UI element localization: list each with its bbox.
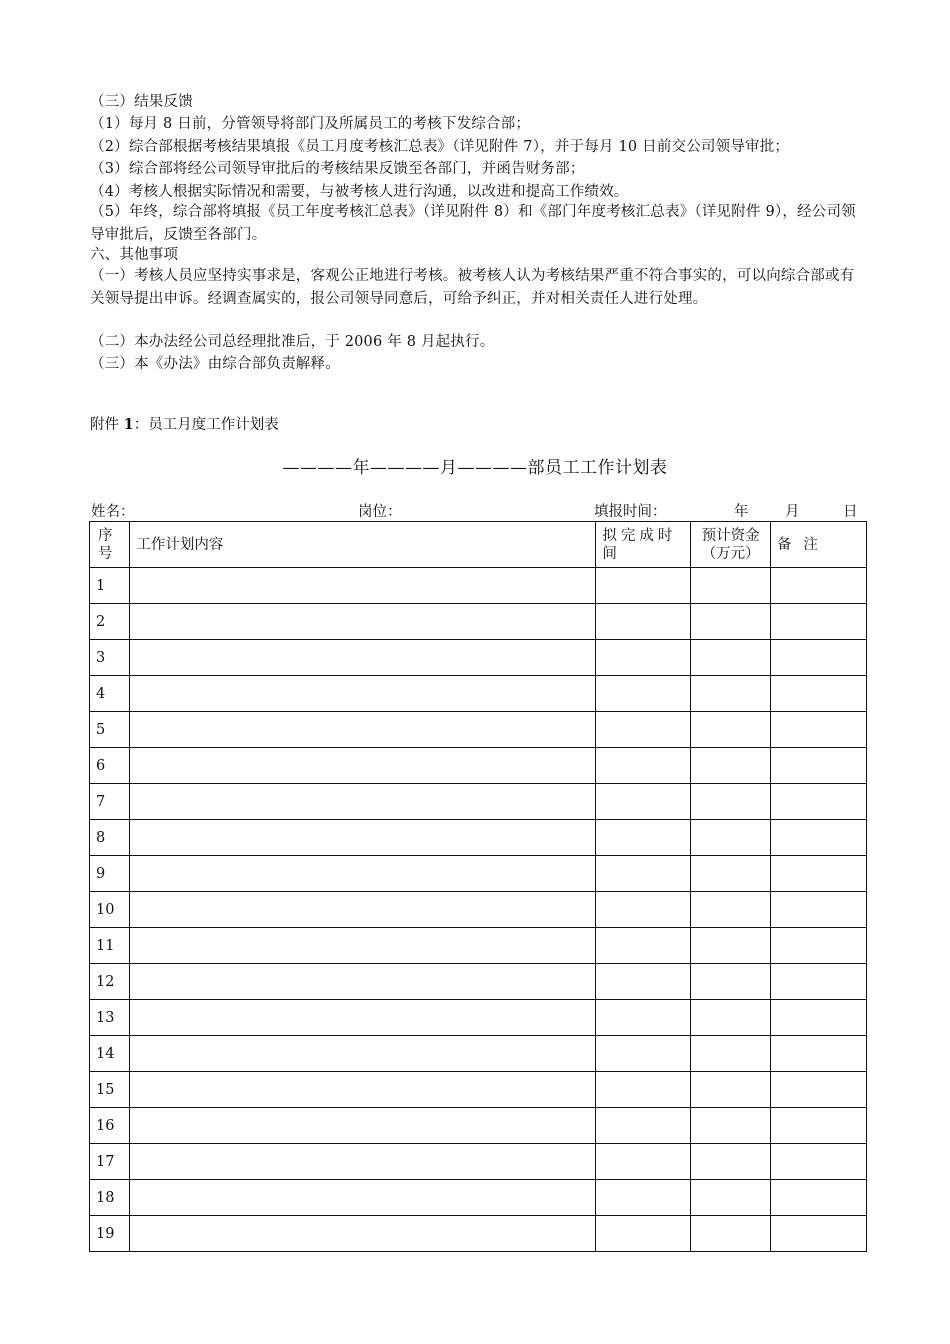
table-row: [90, 1072, 867, 1108]
row-number: 19: [90, 1216, 130, 1252]
funds-cell[interactable]: [691, 1036, 771, 1072]
header-time-line1: 拟完成时: [602, 527, 677, 544]
table-row: [90, 748, 867, 784]
row-number: 16: [90, 1108, 130, 1144]
plan-content-cell[interactable]: [130, 1072, 596, 1108]
completion-time-cell[interactable]: [596, 784, 691, 820]
header-content: 工作计划内容: [130, 522, 596, 568]
paragraph-item-2: （2）综合部根据考核结果填报《员工月度考核汇总表》（详见附件 7），并于每月 10 日前交公司领导审批；: [90, 139, 790, 155]
funds-cell[interactable]: [691, 1108, 771, 1144]
table-row: [90, 1216, 867, 1252]
remarks-cell[interactable]: [770, 748, 866, 784]
row-number: 6: [90, 748, 130, 784]
section-heading-feedback: （三）结果反馈: [90, 94, 193, 110]
row-number: 15: [90, 1072, 130, 1108]
funds-cell[interactable]: [691, 1216, 771, 1252]
paragraph-item-5: （5）年终，综合部将填报《员工年度考核汇总表》（详见附件 8）和《部门年度考核汇总表》（详见附件 9），经公司领导审批后，反馈至各部门。: [90, 204, 856, 243]
day-label: 日: [843, 504, 858, 520]
funds-cell[interactable]: [691, 1144, 771, 1180]
fill-date-label: 填报时间：: [594, 504, 667, 520]
row-number: 2: [90, 604, 130, 640]
header-estimated-funds: [691, 522, 771, 568]
header-seq-line1: 序: [98, 527, 113, 544]
table-row: [90, 1180, 867, 1216]
completion-time-cell[interactable]: [596, 1072, 691, 1108]
completion-time-cell[interactable]: [596, 1216, 691, 1252]
attachment-prefix: 附件: [90, 417, 124, 433]
completion-time-cell[interactable]: [596, 1180, 691, 1216]
remarks-cell[interactable]: [770, 568, 866, 604]
row-number: 4: [90, 676, 130, 712]
remarks-cell[interactable]: [770, 676, 866, 712]
completion-time-cell[interactable]: [596, 640, 691, 676]
table-row: [90, 1000, 867, 1036]
month-label: 月: [785, 504, 800, 520]
plan-content-cell[interactable]: [130, 640, 596, 676]
plan-content-cell[interactable]: [130, 1000, 596, 1036]
funds-cell[interactable]: [691, 1180, 771, 1216]
plan-content-cell[interactable]: [130, 676, 596, 712]
header-completion-time: [596, 522, 691, 568]
completion-time-cell[interactable]: [596, 820, 691, 856]
completion-time-cell[interactable]: [596, 1108, 691, 1144]
header-fund-line2: （万元）: [701, 545, 760, 562]
header-remarks: 备注: [770, 522, 866, 568]
post-label: 岗位：: [358, 504, 402, 520]
section-heading-other: 六、其他事项: [90, 247, 179, 263]
paragraph-other-2: （二）本办法经公司总经理批准后，于 2006 年 8 月起执行。: [90, 334, 495, 350]
table-row: [90, 964, 867, 1000]
work-plan-table: [89, 521, 867, 1252]
completion-time-cell[interactable]: [596, 1144, 691, 1180]
completion-time-cell[interactable]: [596, 604, 691, 640]
remarks-cell[interactable]: [770, 784, 866, 820]
plan-content-cell[interactable]: [130, 568, 596, 604]
table-row: [90, 1144, 867, 1180]
table-row: [90, 568, 867, 604]
row-number: 17: [90, 1144, 130, 1180]
funds-cell[interactable]: [691, 856, 771, 892]
header-seq-line2: 号: [98, 545, 113, 562]
remarks-cell[interactable]: [770, 1180, 866, 1216]
plan-content-cell[interactable]: [130, 928, 596, 964]
plan-content-cell[interactable]: [130, 748, 596, 784]
funds-cell[interactable]: [691, 676, 771, 712]
table-row: [90, 784, 867, 820]
header-fund-line1: 预计资金: [701, 527, 760, 544]
funds-cell[interactable]: [691, 892, 771, 928]
attachment-title: ：员工月度工作计划表: [133, 417, 279, 433]
row-number: 8: [90, 820, 130, 856]
completion-time-cell[interactable]: [596, 892, 691, 928]
table-row: [90, 712, 867, 748]
funds-cell[interactable]: [691, 1000, 771, 1036]
plan-content-cell[interactable]: [130, 856, 596, 892]
table-header-row: [90, 522, 867, 568]
funds-cell[interactable]: [691, 748, 771, 784]
funds-cell[interactable]: [691, 640, 771, 676]
plan-content-cell[interactable]: [130, 712, 596, 748]
table-row: [90, 604, 867, 640]
row-number: 10: [90, 892, 130, 928]
plan-content-cell[interactable]: [130, 1036, 596, 1072]
table-row: [90, 820, 867, 856]
remarks-cell[interactable]: [770, 856, 866, 892]
remarks-cell[interactable]: [770, 964, 866, 1000]
row-number: 1: [90, 568, 130, 604]
completion-time-cell[interactable]: [596, 928, 691, 964]
completion-time-cell[interactable]: [596, 712, 691, 748]
remarks-cell[interactable]: [770, 1036, 866, 1072]
row-number: 18: [90, 1180, 130, 1216]
table-row: [90, 1036, 867, 1072]
table-row: [90, 1108, 867, 1144]
remarks-cell[interactable]: [770, 1144, 866, 1180]
table-row: [90, 676, 867, 712]
completion-time-cell[interactable]: [596, 964, 691, 1000]
attachment-number: 1: [123, 416, 134, 433]
plan-content-cell[interactable]: [130, 784, 596, 820]
row-number: 7: [90, 784, 130, 820]
plan-content-cell[interactable]: [130, 604, 596, 640]
plan-content-cell[interactable]: [130, 1216, 596, 1252]
funds-cell[interactable]: [691, 568, 771, 604]
paragraph-item-4: （4）考核人根据实际情况和需要，与被考核人进行沟通，以改进和提高工作绩效。: [90, 184, 629, 200]
completion-time-cell[interactable]: [596, 1000, 691, 1036]
paragraph-other-3: （三）本《办法》由综合部负责解释。: [90, 356, 340, 372]
remarks-cell[interactable]: [770, 640, 866, 676]
table-row: [90, 892, 867, 928]
plan-content-cell[interactable]: [130, 1108, 596, 1144]
completion-time-cell[interactable]: [596, 1036, 691, 1072]
funds-cell[interactable]: [691, 784, 771, 820]
year-label: 年: [734, 504, 749, 520]
row-number: 14: [90, 1036, 130, 1072]
table-row: [90, 928, 867, 964]
header-time-line2: 间: [602, 545, 621, 562]
header-seq: [90, 522, 130, 568]
remarks-cell[interactable]: [770, 928, 866, 964]
remarks-cell[interactable]: [770, 1108, 866, 1144]
paragraph-other-1: （一）考核人员应坚持实事求是，客观公正地进行考核。被考核人认为考核结果严重不符合事实的，可以向综合部或有关领导提出申诉。经调查属实的，报公司领导同意后，可给予纠正，并对相关责任人进行处理。: [90, 268, 855, 307]
completion-time-cell[interactable]: [596, 856, 691, 892]
funds-cell[interactable]: [691, 712, 771, 748]
remarks-cell[interactable]: [770, 892, 866, 928]
remarks-cell[interactable]: [770, 604, 866, 640]
row-number: 13: [90, 1000, 130, 1036]
plan-content-cell[interactable]: [130, 1180, 596, 1216]
row-number: 11: [90, 928, 130, 964]
plan-content-cell[interactable]: [130, 892, 596, 928]
remarks-cell[interactable]: [770, 1000, 866, 1036]
remarks-cell[interactable]: [770, 1216, 866, 1252]
funds-cell[interactable]: [691, 820, 771, 856]
funds-cell[interactable]: [691, 964, 771, 1000]
remarks-cell[interactable]: [770, 712, 866, 748]
plan-content-cell[interactable]: [130, 1144, 596, 1180]
paragraph-item-1: （1）每月 8 日前，分管领导将部门及所属员工的考核下发综合部；: [90, 116, 531, 132]
remarks-cell[interactable]: [770, 820, 866, 856]
table-row: [90, 856, 867, 892]
funds-cell[interactable]: [691, 928, 771, 964]
paragraph-item-3: （3）综合部将经公司领导审批后的考核结果反馈至各部门，并函告财务部；: [90, 161, 585, 177]
remarks-cell[interactable]: [770, 1072, 866, 1108]
completion-time-cell[interactable]: [596, 676, 691, 712]
completion-time-cell[interactable]: [596, 568, 691, 604]
row-number: 3: [90, 640, 130, 676]
attachment-heading: [90, 413, 279, 434]
table-row: [90, 640, 867, 676]
name-label: 姓名：: [91, 504, 135, 520]
plan-content-cell[interactable]: [130, 964, 596, 1000]
completion-time-cell[interactable]: [596, 748, 691, 784]
form-title: ————年————月————部员工工作计划表: [282, 458, 668, 478]
funds-cell[interactable]: [691, 604, 771, 640]
row-number: 5: [90, 712, 130, 748]
row-number: 12: [90, 964, 130, 1000]
funds-cell[interactable]: [691, 1072, 771, 1108]
plan-content-cell[interactable]: [130, 820, 596, 856]
row-number: 9: [90, 856, 130, 892]
